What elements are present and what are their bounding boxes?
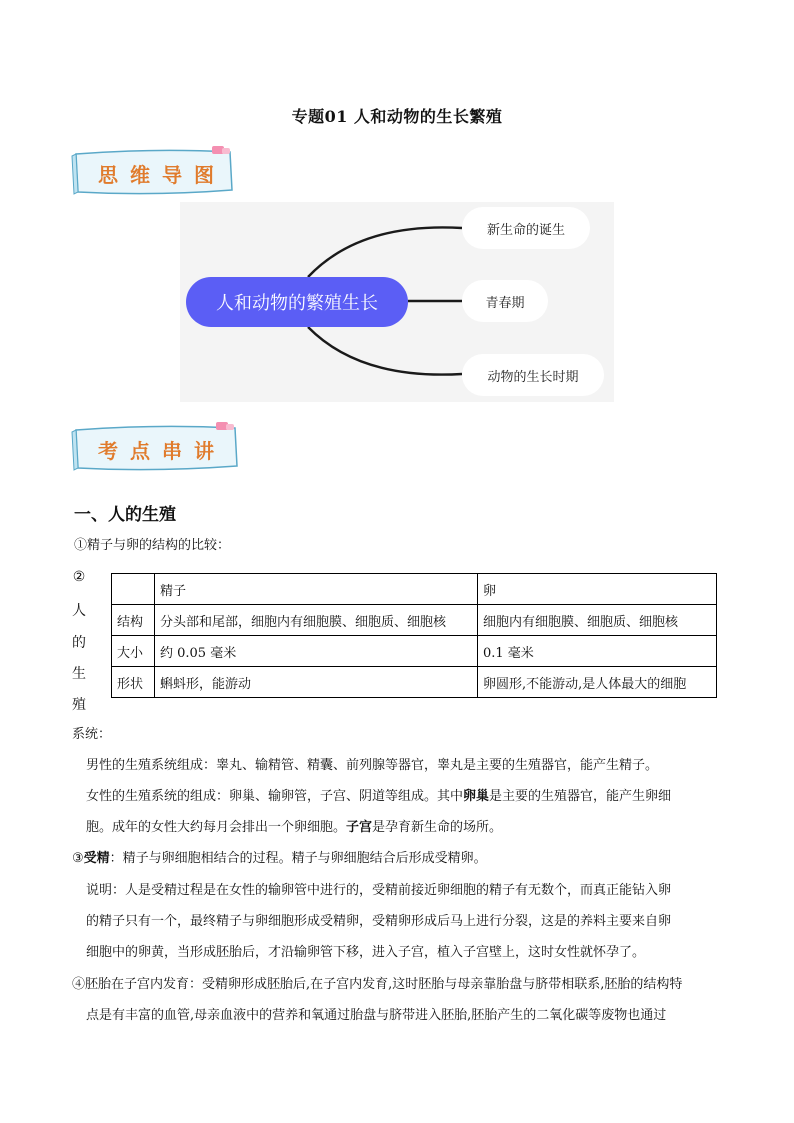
table-cell: 大小 xyxy=(112,636,155,667)
item-3 xyxy=(72,850,487,868)
table-cell: 卵 xyxy=(478,574,717,605)
item-2-char: 殖 xyxy=(72,697,86,713)
mind-map xyxy=(180,202,614,402)
table-row xyxy=(112,636,717,667)
table-cell: 形状 xyxy=(112,667,155,698)
table-cell: 分头部和尾部，细胞内有细胞膜、细胞质、细胞核 xyxy=(155,605,478,636)
text-span: 女性的生殖系统的组成：卵巢、输卵管，子宫、阴道等组成。其中 xyxy=(86,789,464,804)
key-points-banner-text: 考点串讲 xyxy=(98,439,226,463)
table-row xyxy=(112,667,717,698)
section-heading: 一、人的生殖 xyxy=(74,505,176,525)
comparison-table xyxy=(111,573,717,698)
note-line: 细胞中的卵黄，当形成胚胎后，才沿输卵管下移，进入子宫，植入子宫壁上，这时女性就怀孕了。 xyxy=(86,945,646,960)
mind-map-branch: 新生命的诞生 xyxy=(462,207,590,249)
key-term: 子宫 xyxy=(346,820,373,835)
page-title: 专题01 人和动物的生长繁殖 xyxy=(291,107,503,126)
text-span: ③ xyxy=(72,851,84,866)
table-cell: 卵圆形,不能游动,是人体最大的细胞 xyxy=(478,667,717,698)
item-4-line: ④胚胎在子宫内发育：受精卵形成胚胎后,在子宫内发育,这时胚胎与母亲靠胎盘与脐带相联系,胚胎的结构特 xyxy=(72,977,683,992)
text-span: ：精子与卵细胞相结合的过程。精子与卵细胞结合后形成受精卵。 xyxy=(109,851,487,866)
text-span: 是主要的生殖器官，能产生卵细 xyxy=(489,789,672,804)
table-cell: 蝌蚪形，能游动 xyxy=(155,667,478,698)
note-line: 的精子只有一个，最终精子与卵细胞形成受精卵，受精卵形成后马上进行分裂，这是的养料主要来自卵 xyxy=(86,914,672,929)
table-cell: 0.1 毫米 xyxy=(478,636,717,667)
text-span: 是孕育新生命的场所。 xyxy=(372,820,503,835)
female-system-text-2 xyxy=(86,819,502,837)
mind-map-root: 人和动物的繁殖生长 xyxy=(186,277,408,327)
male-system-text: 男性的生殖系统组成：睾丸、输精管、精囊、前列腺等器官，睾丸是主要的生殖器官，能产生精子。 xyxy=(86,758,659,773)
mindmap-banner-text: 思维导图 xyxy=(98,163,226,187)
item-1: ①精子与卵的结构的比较： xyxy=(74,538,231,553)
mind-map-branch: 青春期 xyxy=(462,280,548,322)
table-cell: 结构 xyxy=(112,605,155,636)
mind-map-branch: 动物的生长时期 xyxy=(462,354,604,396)
table-cell: 约 0.05 毫米 xyxy=(155,636,478,667)
text-span: 胞。成年的女性大约每月会排出一个卵细胞。 xyxy=(86,820,347,835)
table-cell: 精子 xyxy=(155,574,478,605)
item-4-line: 点是有丰富的血管,母亲血液中的营养和氧通过胎盘与脐带进入胚胎,胚胎产生的二氧化碳等废物也通过 xyxy=(86,1008,667,1023)
table-row xyxy=(112,605,717,636)
item-2-char: 的 xyxy=(72,635,86,651)
table-header-row xyxy=(112,574,717,605)
mindmap-banner xyxy=(70,146,240,196)
key-term: 卵巢 xyxy=(463,789,490,804)
note-line: 说明：人是受精过程是在女性的输卵管中进行的，受精前接近卵细胞的精子有无数个，而真正能钻入卵 xyxy=(86,883,672,898)
key-points-banner xyxy=(70,422,240,472)
key-term: 受精 xyxy=(83,851,110,866)
item-2-char: 人 xyxy=(72,603,86,619)
female-system-text xyxy=(86,788,671,806)
item-2-char: ② xyxy=(72,569,86,585)
table-cell xyxy=(112,574,155,605)
item-2-tail: 系统： xyxy=(72,727,112,742)
item-2-char: 生 xyxy=(72,666,86,682)
table-cell: 细胞内有细胞膜、细胞质、细胞核 xyxy=(478,605,717,636)
